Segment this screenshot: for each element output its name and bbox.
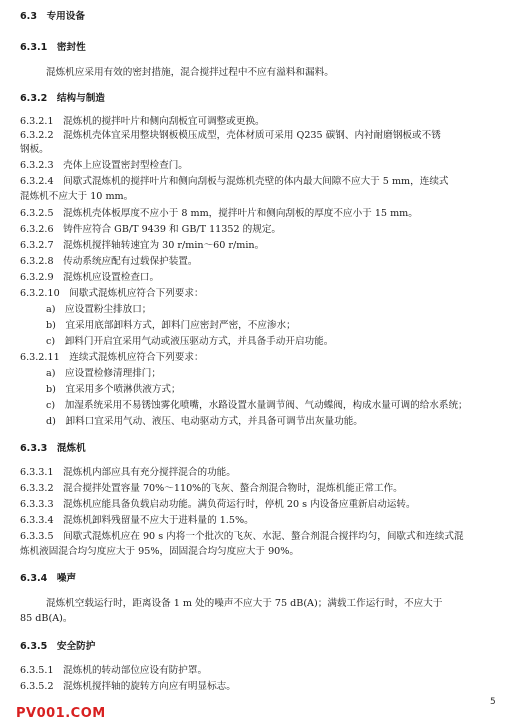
paragraph-continuation: 85 dB(A)。: [20, 613, 73, 624]
clause: 6.3.2.9 混炼机应设置检查口。: [20, 272, 160, 283]
clause: 6.3.3.1 混炼机内部应具有充分搅拌混合的功能。: [20, 467, 236, 478]
clause: 6.3.2.7 混炼机搅拌轴转速宜为 30 r/min～60 r/min。: [20, 240, 265, 251]
watermark: PV001.COM: [16, 706, 106, 721]
clause: 6.3.2.1 混炼机的搅拌叶片和侧向刮板宜可调整或更换。: [20, 116, 265, 127]
clause: 6.3.2.5 混炼机壳体板厚度不应小于 8 mm，搅拌叶片和侧向刮板的厚度不应小于 15 mm。: [20, 208, 418, 219]
section-heading: 6.3.4 噪声: [20, 573, 77, 584]
clause: 6.3.2.4 间歇式混炼机的搅拌叶片和侧向刮板与混炼机壳壁的体内最大间隙不应大于 5 mm，连续式: [20, 176, 449, 187]
clause-continuation: 混炼机不应大于 10 mm。: [20, 191, 134, 202]
section-heading: 6.3.5 安全防护: [20, 641, 96, 652]
clause: 6.3.2.10 间歇式混炼机应符合下列要求：: [20, 288, 204, 299]
clause: 6.3.2.3 壳体上应设置密封型检查门。: [20, 160, 188, 171]
section-heading: 6.3.3 混炼机: [20, 443, 86, 454]
list-item: d) 卸料口宜采用气动、液压、电动驱动方式，并具备可调节出灰量功能。: [46, 416, 363, 427]
clause-continuation: 钢板。: [20, 144, 49, 155]
section-heading: 6.3 专用设备: [20, 11, 85, 22]
section-heading: 6.3.1 密封性: [20, 42, 86, 53]
list-item: c) 加湿系统采用不易锈蚀雾化喷嘴，水路设置水量调节阀、气动蝶阀，构成水量可调的给水系统；: [46, 400, 468, 411]
clause: 6.3.2.8 传动系统应配有过载保护装置。: [20, 256, 198, 267]
clause: 6.3.5.1 混炼机的转动部位应设有防护罩。: [20, 665, 208, 676]
clause: 6.3.2.6 铸件应符合 GB/T 9439 和 GB/T 11352 的规定。: [20, 224, 282, 235]
list-item: c) 卸料门开启宜采用气动或液压驱动方式，并具备手动开启功能。: [46, 336, 334, 347]
clause: 6.3.3.3 混炼机应能具备负载启动功能。满负荷运行时，停机 20 s 内设备应重新启动运转。: [20, 499, 416, 510]
list-item: a) 应设置粉尘排放口；: [46, 304, 152, 315]
list-item: b) 宜采用底部卸料方式，卸料门应密封严密，不应渗水；: [46, 320, 296, 331]
clause: 6.3.3.4 混炼机卸料残留量不应大于进料量的 1.5%。: [20, 515, 254, 526]
clause: 6.3.3.2 混合搅拌处置容量 70%～110%的飞灰、螯合剂混合物时，混炼机能正常工作。: [20, 483, 403, 494]
section-heading: 6.3.2 结构与制造: [20, 93, 105, 104]
list-item: a) 应设置检修清理排门；: [46, 368, 161, 379]
clause: 6.3.3.5 间歇式混炼机应在 90 s 内将一个批次的飞灰、水泥、螯合剂混合搅拌均匀，间歇式和连续式混: [20, 531, 464, 542]
clause-continuation: 炼机液固混合均匀度应大于 95%，固固混合均匀度应大于 90%。: [20, 546, 299, 557]
clause: 6.3.2.11 连续式混炼机应符合下列要求：: [20, 352, 204, 363]
list-item: b) 宜采用多个喷淋供液方式；: [46, 384, 181, 395]
page-number: 5: [490, 697, 496, 707]
clause: 6.3.2.2 混炼机壳体宜采用整块钢板模压成型，壳体材质可采用 Q235 碳钢、内衬耐磨钢板或不锈: [20, 130, 441, 141]
paragraph: 混炼机应采用有效的密封措施，混合搅拌过程中不应有溢料和漏料。: [46, 67, 334, 78]
paragraph: 混炼机空载运行时，距离设备 1 m 处的噪声不应大于 75 dB(A)；满载工作运行时，不应大于: [46, 598, 443, 609]
clause: 6.3.5.2 混炼机搅拌轴的旋转方向应有明显标志。: [20, 681, 236, 692]
